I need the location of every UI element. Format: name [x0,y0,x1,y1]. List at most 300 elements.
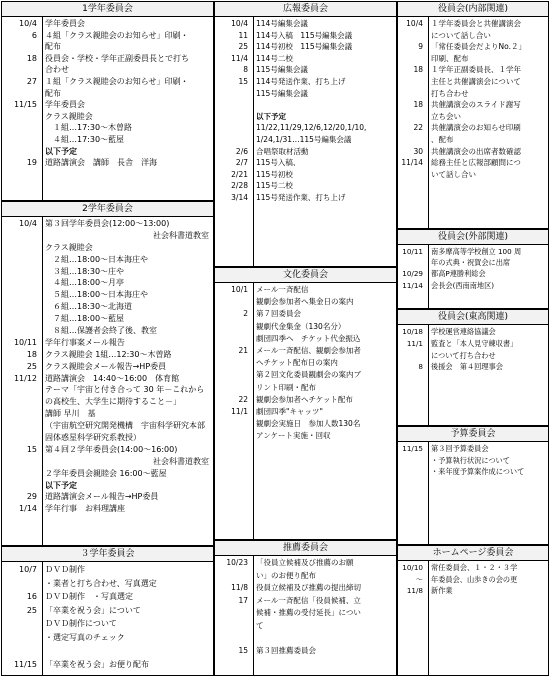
schedule-text: 「常任委員会だよりNo.２」 [431,42,526,52]
schedule-row [2,146,213,158]
schedule-row [398,455,548,467]
schedule-row [2,361,213,373]
schedule-text: 固体惑星科学研究系教授） [45,433,141,443]
schedule-date: 10/4 [231,19,248,28]
schedule-text: １組…17:30～木曽路 [45,123,133,133]
schedule-text: メール一斉配信 [256,285,309,294]
schedule-text: テーマ「宇宙と付き合って 30 年－これから [45,385,205,395]
schedule-date [2,408,42,420]
schedule-date [2,644,42,658]
schedule-date: 22 [238,394,248,404]
schedule-text: メール一斉配信「役員候補、立 [256,595,361,605]
schedule-date: 17 [238,595,248,605]
panel-title: 2学年委員会 [2,202,213,217]
panel-title: 予算委員会 [398,427,548,442]
schedule-date: 27 [26,76,37,86]
schedule-text: １組「クラス親睦会のお知らせ」印刷・ [45,76,189,86]
schedule-date: 18 [26,349,37,359]
schedule-text: 劇団四季へ チケット代金振込 [256,333,361,343]
schedule-text: 年の式典・祝賀会に出席 [431,258,511,268]
schedule-date [2,631,42,645]
schedule-row [2,408,213,420]
schedule-row [2,503,213,515]
schedule-row [215,192,396,204]
schedule-date [2,617,42,631]
schedule-date [215,382,253,394]
schedule-row [215,570,396,583]
schedule-row [398,443,548,455]
schedule-text: 役員会・学校・学年正副委員長とで打ち [45,53,189,63]
schedule-row [398,99,548,111]
schedule-date: 21 [238,345,248,355]
schedule-text: について打ち合わせ [431,350,496,360]
schedule-text: 115号初校 [256,169,293,179]
schedule-row [398,562,548,574]
schedule-row [398,574,548,586]
panel-title: 広報委員会 [215,2,396,17]
schedule-row [2,396,213,408]
schedule-text: 「卒業を祝う会」について [45,605,141,615]
schedule-text: 第２回文化委員観劇会の案内ブ [256,370,361,380]
schedule-row [398,88,548,100]
schedule-date: 11/8 [231,583,248,593]
schedule-text: 共催講演会のスライド謝写 [431,100,521,110]
schedule-row [2,337,213,349]
schedule-date: 25 [26,361,37,371]
schedule-row [215,430,396,442]
schedule-row [215,296,396,308]
schedule-row [215,607,396,620]
schedule-row [398,111,548,123]
schedule-text: いて話し合い [431,169,476,179]
schedule-row [215,357,396,369]
report-panel [397,309,549,426]
schedule-date: 2/28 [231,181,248,191]
schedule-text: ・選定写真のチェック [45,632,125,642]
schedule-text: 印刷、配布 [431,53,469,63]
schedule-row [398,76,548,88]
schedule-date [2,230,42,242]
schedule-text: ８組…保護者会終了後、教室 [45,326,157,336]
schedule-text: ４組…18:00～月亭 [45,278,125,288]
schedule-text: ・業者と打ち合わせ、写真選定 [45,578,157,588]
schedule-text: １学年委員会と共催講演会 [431,19,521,28]
schedule-row [2,444,213,456]
schedule-date: 8 [243,65,248,75]
schedule-row [215,88,396,100]
schedule-text: 以下予定 [256,111,286,121]
schedule-date [215,99,253,111]
schedule-date: 10/4 [19,19,37,28]
schedule-row [398,157,548,169]
schedule-row [215,345,396,357]
schedule-date: 10/29 [402,269,423,279]
schedule-text: 常任委員会、１・２・３学 [431,563,518,572]
schedule-date: 11/12 [13,373,37,383]
schedule-date [215,620,253,633]
schedule-row [2,230,213,242]
schedule-row [398,53,548,65]
schedule-text: ２組…18:00～日本海庄や [45,254,149,264]
schedule-date [2,88,42,100]
schedule-row [398,134,548,146]
schedule-text: 監査と「本人見守練収書」 [431,338,518,348]
schedule-text: 主任と共催講演会について [431,76,521,86]
schedule-row [215,30,396,42]
schedule-row [398,585,548,597]
schedule-row [398,466,548,478]
schedule-row [215,284,396,296]
schedule-date: 15 [26,444,37,454]
schedule-row [2,134,213,146]
schedule-date: 25 [26,605,37,615]
schedule-date: 18 [413,100,423,110]
schedule-row [215,557,396,570]
schedule-text: ４組…17:30～藍屋 [45,134,125,144]
schedule-text: 114号編集会議 [256,19,308,28]
schedule-date [2,396,42,408]
schedule-row [2,631,213,645]
schedule-text: 学年委員会 [45,100,85,110]
schedule-row [2,658,213,672]
schedule-row [2,420,213,432]
schedule-date [2,420,42,432]
schedule-row [215,369,396,381]
schedule-date [215,418,253,430]
schedule-row [2,349,213,361]
schedule-text: 115号二校 [256,181,293,191]
schedule-date [2,577,42,591]
schedule-date [2,325,42,337]
schedule-text: 第３回予算委員会 [431,444,489,453]
schedule-text: 11/22,11/29,12/6,12/20,1/10, [256,123,367,133]
schedule-date: 22 [413,123,423,133]
schedule-text: ２学年委員会親睦会 16:00～藍屋 [45,468,167,478]
schedule-text: メール一斉配信、観劇会参加者 [256,345,361,355]
panel-title: ホームページ委員会 [398,546,548,561]
schedule-text: ６組…18:30～北海道 [45,302,133,312]
schedule-row [215,99,396,111]
schedule-row [2,617,213,631]
schedule-date: 29 [26,492,37,502]
report-panel [214,540,397,676]
schedule-date [398,30,428,42]
schedule-date: ～ [415,574,423,584]
panel-title: 役員会(外部関連) [398,230,548,245]
schedule-row [398,280,548,291]
report-panel [397,229,549,309]
schedule-text: 114号発送作業、打ち上げ [256,76,346,86]
schedule-row [215,633,396,646]
schedule-row [2,301,213,313]
schedule-text: ＤＶＤ制作について [45,619,117,628]
schedule-text: 社会科書道教室 [153,456,209,466]
schedule-text: 候補・推薦の受付延長」につい [256,608,361,618]
schedule-row [398,122,548,134]
schedule-text: 総務主任と広報部顧問につ [431,158,521,168]
schedule-text: 観劇会参加者へチケット配布 [256,394,353,404]
schedule-text: 第３回推薦委員会 [256,646,316,656]
schedule-text: 115号編集会議 [256,65,308,75]
schedule-row [398,30,548,42]
schedule-row [2,41,213,53]
schedule-date: 11/15 [13,659,37,669]
report-panel [1,201,214,546]
schedule-text: 第３回学年委員会(12:00～13:00) [45,219,170,228]
schedule-date [215,321,253,333]
schedule-text: 講師 早川 基 [45,409,96,419]
schedule-row [2,468,213,480]
schedule-text: 共催講演会の出席者数確認 [431,146,521,156]
schedule-text: 南多摩高等学校創立 100 周 [431,247,522,256]
schedule-date [398,466,428,478]
schedule-text: 年委員会、山歩きの会の更 [431,574,518,584]
schedule-date [2,64,42,76]
report-panel [397,1,549,229]
schedule-row [215,53,396,65]
schedule-row [398,257,548,268]
schedule-row [215,620,396,633]
schedule-date [2,468,42,480]
schedule-text: の高校生、大学生に期待すること－」 [45,397,181,407]
schedule-row [2,242,213,254]
schedule-row [2,266,213,278]
schedule-date [2,41,42,53]
schedule-row [2,122,213,134]
schedule-row [398,338,548,350]
schedule-date [398,53,428,65]
schedule-date: 15 [238,76,248,86]
schedule-text: 以下予定 [45,146,77,156]
schedule-row [215,406,396,418]
schedule-text: 以下予定 [45,480,77,490]
schedule-text: ＤＶＤ制作 ・写真選定 [45,592,133,601]
schedule-date: 10/4 [406,19,423,28]
schedule-date: 11/1 [406,338,423,348]
schedule-date [398,111,428,123]
schedule-text: 114号初校 115号編集会議 [256,42,353,52]
schedule-date [2,480,42,492]
schedule-row [215,18,396,30]
schedule-date [215,88,253,100]
newsletter-report-grid [1,1,549,676]
schedule-text: 観劇会実施日 参加人数130名 [256,419,361,429]
schedule-date: 18 [413,65,423,75]
schedule-date: 10/11 [13,337,37,347]
schedule-row [215,64,396,76]
schedule-text: 114号入稿 115号編集会議 [256,30,353,40]
schedule-date [2,456,42,468]
schedule-date [215,296,253,308]
schedule-row [2,604,213,618]
schedule-date [2,384,42,396]
schedule-row [215,76,396,88]
schedule-row [2,373,213,385]
schedule-date: 8 [418,362,423,372]
schedule-row [398,268,548,279]
schedule-row [2,325,213,337]
schedule-date [398,257,428,268]
schedule-date [215,134,253,146]
schedule-row [2,88,213,100]
schedule-date: 10/11 [402,247,423,256]
panel-title: 1学年委員会 [2,2,213,17]
schedule-date: 3/14 [231,192,248,202]
schedule-text: い」のお便り配布 [256,570,316,580]
schedule-date: 10/1 [231,285,248,294]
schedule-row [398,361,548,373]
panel-title: 推薦委員会 [215,541,396,556]
panel-title: 役員会(内部関連) [398,2,548,17]
schedule-date [215,333,253,345]
schedule-text: 観劇代金集金（130名分） [256,321,346,331]
schedule-text: ＤＶＤ制作 [45,565,85,574]
schedule-row [2,313,213,325]
schedule-row [215,111,396,123]
schedule-text: ３組…18:30～庄や [45,266,125,276]
schedule-text: 115号発送作業、打ち上げ [256,192,346,202]
schedule-text: 共催講演会のお知らせ印刷 [431,123,521,133]
schedule-text [253,99,396,111]
schedule-text: て [256,620,264,630]
schedule-row [215,321,396,333]
schedule-text: 観劇会参加者へ集金日の案内 [256,297,354,307]
schedule-row [2,111,213,123]
schedule-text: 「卒業を祝う会」お便り配布 [45,659,149,669]
schedule-row [215,308,396,320]
schedule-date: 18 [26,53,37,63]
schedule-text: ５組…18:00～日本海庄や [45,290,149,300]
schedule-row [215,418,396,430]
schedule-date: 11/14 [402,280,423,290]
schedule-text: ７組…18:00～藍屋 [45,314,125,324]
schedule-text: 学年行事案メール報告 [45,337,125,347]
schedule-row [398,41,548,53]
schedule-text: 第４回２学年委員会(14:00～16:00) [45,444,178,454]
schedule-row [2,577,213,591]
schedule-row [215,394,396,406]
schedule-date [215,570,253,583]
schedule-row [398,146,548,158]
schedule-date: 10/4 [19,219,37,228]
report-panel [214,1,397,267]
schedule-date: 10/10 [402,563,423,572]
schedule-row [2,76,213,88]
report-panel [1,1,214,201]
schedule-text: 会長会(西南南地区) [431,280,495,290]
schedule-date [2,134,42,146]
schedule-row [2,289,213,301]
schedule-text: ・来年度予算案作成について [431,467,525,477]
schedule-text [42,644,213,658]
schedule-text: 配布 [45,88,61,98]
schedule-text [253,633,396,646]
report-panel [397,426,549,545]
schedule-date [398,134,428,146]
schedule-date: 10/23 [226,558,248,567]
schedule-date: 11/1 [231,406,248,416]
schedule-date [215,369,253,381]
schedule-text: 第７回委員会 [256,309,301,319]
schedule-date: 2/7 [235,158,248,168]
schedule-date: 30 [413,146,423,156]
schedule-row [2,157,213,169]
panel-title: ３学年委員会 [2,547,213,562]
schedule-date: 10/18 [402,327,423,336]
schedule-date: 1/14 [19,504,37,514]
schedule-row [398,326,548,338]
schedule-date: 11/8 [406,586,423,596]
schedule-text: 役員立候補及び推薦の提出締切 [256,583,361,593]
schedule-text: 打ち合わせ [431,88,469,98]
schedule-text: 学年委員会 [45,19,85,28]
schedule-row [215,169,396,181]
schedule-date: 11/14 [401,158,423,168]
schedule-row [398,246,548,257]
schedule-text: 道路講演会 14:40～16:00 体育館 [45,373,180,383]
report-panel [1,546,214,676]
schedule-row [215,645,396,658]
schedule-text: 劇団四季"キャッツ" [256,406,323,416]
schedule-row [2,30,213,42]
schedule-date: 11 [238,30,248,40]
schedule-text: 学校運営連絡協議会 [431,327,496,336]
schedule-row [215,122,396,134]
schedule-row [398,18,548,30]
schedule-row [2,53,213,65]
schedule-text: クラス親睦会 [45,242,93,252]
schedule-text: へチケット配布日の案内 [256,358,338,368]
schedule-text: クラス親睦会メール報告→HP委員 [45,361,167,371]
schedule-text: 合わせ [45,65,69,75]
schedule-text: 立ち会い [431,111,461,121]
schedule-date: 6 [31,30,37,40]
schedule-date: 15 [238,646,248,656]
schedule-row [215,146,396,158]
schedule-text: 道路講演会 講師 長舎 洋海 [45,158,157,168]
schedule-date: 16 [26,592,37,601]
schedule-date [2,266,42,278]
schedule-date: 2/6 [235,146,248,156]
schedule-row [2,99,213,111]
panel-title: 文化委員会 [215,268,396,283]
schedule-date [398,88,428,100]
schedule-row [215,180,396,192]
schedule-row [2,491,213,503]
schedule-text: 社会科書道教室 [153,230,209,240]
schedule-date: 11/15 [402,444,423,453]
schedule-row [215,333,396,345]
schedule-row [2,644,213,658]
report-panel [214,267,397,540]
schedule-row [2,456,213,468]
schedule-text: 配布 [45,42,61,52]
schedule-date [398,76,428,88]
schedule-date [2,289,42,301]
schedule-text: （宇宙航空研究開発機構 宇宙科学研究本部 [45,421,205,431]
schedule-text: 114号二校 [256,53,293,63]
schedule-text: 新作業 [431,586,453,596]
schedule-text: 「役員立候補及び推薦のお願 [256,558,354,567]
schedule-text: 115号編集会議 [256,88,308,98]
schedule-date [398,169,428,181]
schedule-date [398,455,428,467]
schedule-date: 11/4 [231,53,248,63]
schedule-text: 合唱祭取材活動 [256,146,309,156]
schedule-date: 10/7 [19,565,37,574]
schedule-date: 2 [243,309,248,319]
schedule-date: 11/15 [13,100,37,110]
